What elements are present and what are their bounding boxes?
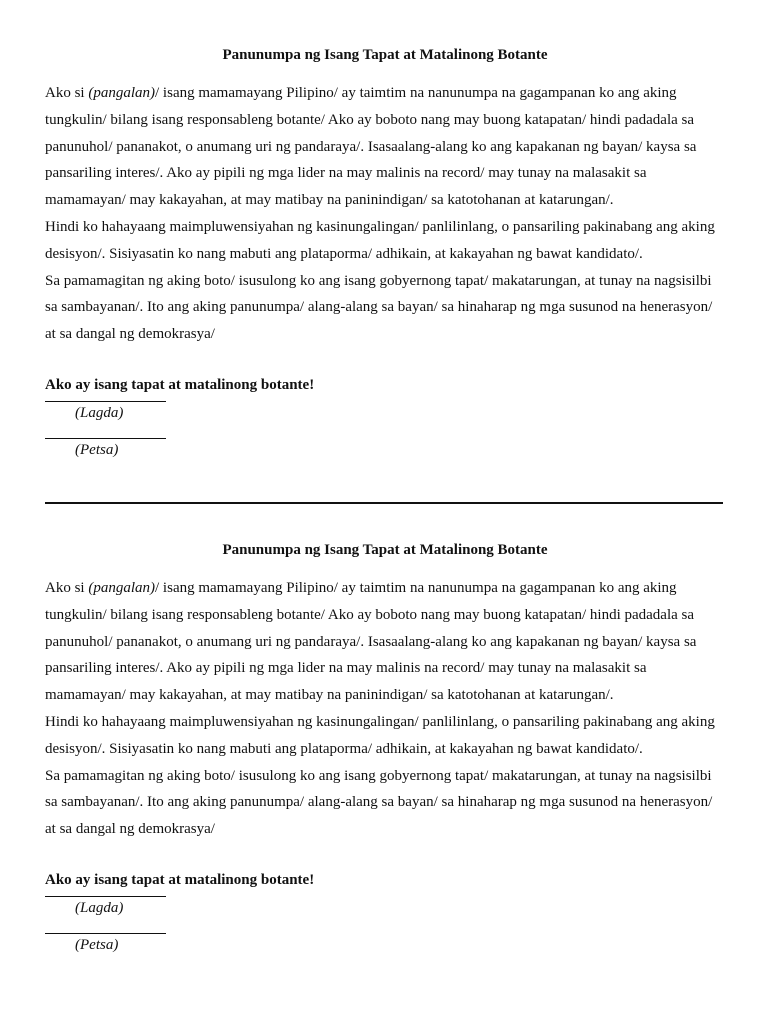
oath-paragraph-1 (45, 80, 725, 214)
date-line[interactable] (45, 933, 166, 934)
oath-title: Panunumpa ng Isang Tapat at Matalinong Botante (222, 47, 548, 63)
oath-paragraph-1 (45, 575, 725, 709)
oath-form-1 (45, 45, 725, 460)
signature-line[interactable] (45, 401, 166, 402)
date-label: (Petsa) (75, 441, 119, 458)
oath-body (45, 575, 725, 843)
oath-paragraph-2: Hindi ko hahayaang maimpluwensiyahan ng kasinungalingan/ panlilinlang, o pansariling pakinabang ang aking desisyon/. Sisiyasatin ko nang mabuti ang plataporma/ adhikain, at kakayahan ng bawat kandidato/. (45, 713, 715, 757)
date-label: (Petsa) (75, 936, 119, 953)
pledge-statement: Ako ay isang tapat at matalinong botante! (45, 376, 315, 393)
pledge-statement: Ako ay isang tapat at matalinong botante! (45, 871, 315, 888)
oath-body (45, 80, 725, 348)
paragraph-1-text: / isang mamamayang Pilipino/ ay taimtim na nanunumpa na gagampanan ko ang aking tungkulin/ bilang isang responsableng botante/ Ako ay boboto nang may buong katapatan/ hindi padadala sa panunuhol/ pananakot, o anumang uri ng pandaraya/. Isasaalang-alang ko ang kapakanan ng bayan/ kaysa sa pansariling interes/. Ako ay pipili ng mga lider na may malinis na record/ may tunay na malasakit sa mamamayan/ may kakayahan, at may matibay na paninindigan/ sa katotohanan at katarungan/. (45, 580, 697, 704)
oath-paragraph-3: Sa pamamagitan ng aking boto/ isusulong ko ang isang gobyernong tapat/ makatarungan, at tunay na nagsisilbi sa sambayanan/. Ito ang aking panunumpa/ alang-alang sa bayan/ sa hinaharap ng mga susunod na henerasyon/ at sa dangal ng demokrasya/ (45, 767, 713, 838)
signature-line[interactable] (45, 896, 166, 897)
oath-form-2 (45, 540, 725, 955)
signature-block (45, 401, 725, 460)
oath-title: Panunumpa ng Isang Tapat at Matalinong Botante (222, 542, 548, 558)
signature-block (45, 896, 725, 955)
oath-paragraph-2: Hindi ko hahayaang maimpluwensiyahan ng kasinungalingan/ panlilinlang, o pansariling pakinabang ang aking desisyon/. Sisiyasatin ko nang mabuti ang plataporma/ adhikain, at kakayahan ng bawat kandidato/. (45, 218, 715, 262)
paragraph-1-text: / isang mamamayang Pilipino/ ay taimtim na nanunumpa na gagampanan ko ang aking tungkulin/ bilang isang responsableng botante/ Ako ay boboto nang may buong katapatan/ hindi padadala sa panunuhol/ pananakot, o anumang uri ng pandaraya/. Isasaalang-alang ko ang kapakanan ng bayan/ kaysa sa pansariling interes/. Ako ay pipili ng mga lider na may malinis na record/ may tunay na malasakit sa mamamayan/ may kakayahan, at may matibay na paninindigan/ sa katotohanan at katarungan/. (45, 85, 697, 209)
oath-paragraph-3: Sa pamamagitan ng aking boto/ isusulong ko ang isang gobyernong tapat/ makatarungan, at tunay na nagsisilbi sa sambayanan/. Ito ang aking panunumpa/ alang-alang sa bayan/ sa hinaharap ng mga susunod na henerasyon/ at sa dangal ng demokrasya/ (45, 272, 713, 343)
name-placeholder: (pangalan) (88, 85, 156, 101)
cut-divider (45, 502, 723, 504)
signature-label: (Lagda) (75, 899, 124, 916)
intro-prefix: Ako si (45, 580, 89, 596)
name-placeholder: (pangalan) (88, 580, 156, 596)
intro-prefix: Ako si (45, 85, 89, 101)
date-line[interactable] (45, 438, 166, 439)
signature-label: (Lagda) (75, 404, 124, 421)
